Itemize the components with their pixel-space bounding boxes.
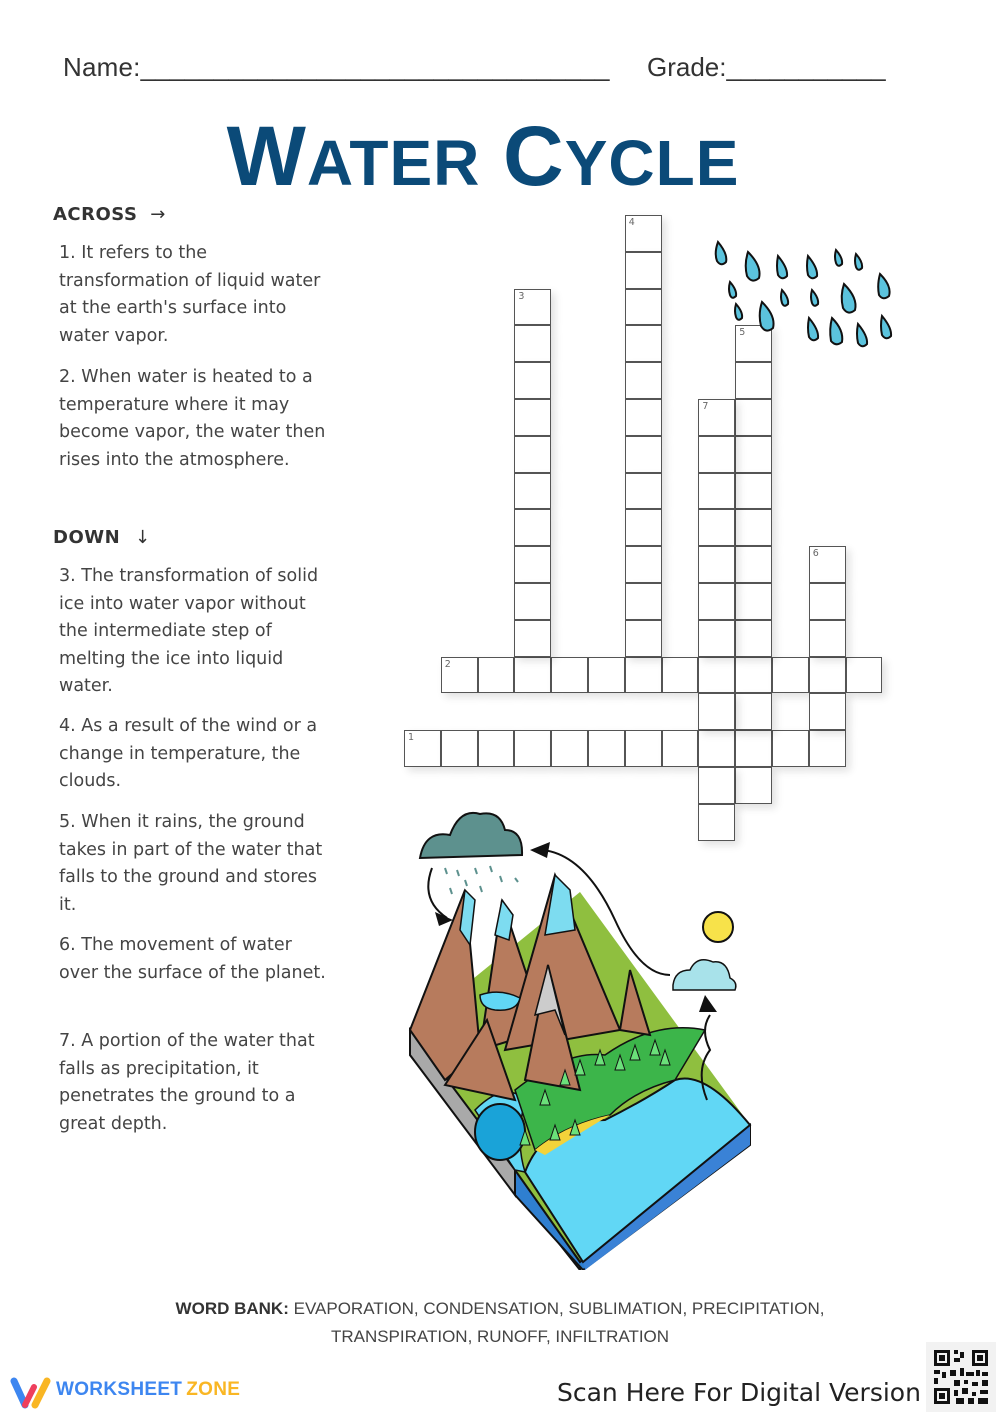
crossword-cell[interactable] [625, 583, 662, 620]
crossword-cell[interactable] [735, 509, 772, 546]
crossword-cell[interactable] [625, 436, 662, 473]
qr-code-icon[interactable] [926, 1342, 996, 1412]
crossword-cell[interactable] [514, 399, 551, 436]
crossword-cell[interactable] [625, 252, 662, 289]
crossword-cell[interactable] [735, 730, 772, 767]
clue-across-1: 1. It refers to the transformation of liquid water at the earth's surface into water vapor. [59, 243, 321, 346]
crossword-cell[interactable] [698, 546, 735, 583]
crossword-cell[interactable] [551, 730, 588, 767]
grade-field[interactable]: Grade:___________ [647, 52, 886, 82]
crossword-cell[interactable] [514, 620, 551, 657]
crossword-cell[interactable] [698, 509, 735, 546]
clue-number: 7 [702, 401, 709, 412]
clue-down-4: 4. As a result of the wind or a change in temperature, the clouds. [59, 716, 318, 792]
crossword-cell[interactable] [588, 730, 625, 767]
crossword-cell[interactable] [809, 620, 846, 657]
crossword-cell[interactable] [625, 399, 662, 436]
crossword-cell[interactable] [698, 693, 735, 730]
clue-number: 3 [518, 290, 525, 302]
crossword-cell[interactable] [735, 693, 772, 730]
logo-text-zone: ZONE [186, 1379, 241, 1400]
crossword-cell[interactable] [698, 473, 735, 510]
crossword-cell[interactable] [478, 730, 515, 767]
word-bank [0, 1295, 1000, 1351]
clue-number: 6 [812, 548, 819, 560]
crossword-cell[interactable] [698, 399, 735, 436]
title-word-2: CYCLE [503, 109, 740, 203]
crossword-cell[interactable] [772, 730, 809, 767]
crossword-cell[interactable] [404, 730, 441, 767]
crossword-cell[interactable] [514, 436, 551, 473]
clue-down-3: 3. The transformation of solid ice into water vapor without the intermediate step of melting the ice into liquid water. [59, 566, 319, 697]
crossword-cell[interactable] [735, 546, 772, 583]
clue-number: 4 [628, 217, 635, 228]
crossword-cell[interactable] [698, 583, 735, 620]
crossword-cell[interactable] [625, 325, 662, 362]
crossword-cell[interactable] [625, 509, 662, 546]
water-cycle-illustration [405, 800, 755, 1270]
crossword-cell[interactable] [735, 620, 772, 657]
name-field[interactable]: Name:________________________________ [63, 52, 610, 82]
crossword-cell[interactable] [698, 436, 735, 473]
crossword-cell[interactable] [514, 657, 551, 694]
crossword-cell[interactable] [809, 546, 846, 583]
crossword-cell[interactable] [735, 399, 772, 436]
crossword-cell[interactable] [441, 730, 478, 767]
crossword-cell[interactable] [625, 473, 662, 510]
crossword-cell[interactable] [514, 509, 551, 546]
crossword-cell[interactable] [809, 730, 846, 767]
across-heading-label: ACROSS [53, 204, 138, 225]
logo-text-worksheet: WORKSHEET [56, 1379, 183, 1400]
crossword-cell[interactable] [441, 657, 478, 694]
word-bank-line-2: TRANSPIRATION, RUNOFF, INFILTRATION [330, 1327, 670, 1346]
crossword-cell[interactable] [809, 693, 846, 730]
arrow-down-icon: ↓ [134, 527, 151, 548]
down-heading [53, 527, 151, 548]
word-bank-line-1: EVAPORATION, CONDENSATION, SUBLIMATION, PRECIPITATION, [293, 1299, 825, 1318]
crossword-cell[interactable] [625, 546, 662, 583]
scan-caption: Scan Here For Digital Version [557, 1378, 921, 1407]
crossword-cell[interactable] [514, 473, 551, 510]
title-word-1: WATER [226, 109, 481, 203]
clue-number: 5 [739, 327, 746, 339]
crossword-cell[interactable] [625, 730, 662, 767]
clue-number: 1 [408, 732, 415, 744]
worksheetzone-logo-icon [9, 1375, 53, 1411]
crossword-cell[interactable] [809, 657, 846, 694]
crossword-cell[interactable] [514, 583, 551, 620]
clue-across-2: 2. When water is heated to a temperature where it may become vapor, the water then rises into the atmosphere. [59, 367, 326, 470]
crossword-cell[interactable] [514, 546, 551, 583]
clue-down-7: 7. A portion of the water that falls as precipitation, it penetrates the ground to a great depth. [59, 1031, 315, 1134]
crossword-cell[interactable] [625, 215, 662, 252]
crossword-cell[interactable] [735, 767, 772, 804]
crossword-cell[interactable] [698, 657, 735, 694]
crossword-cell[interactable] [735, 473, 772, 510]
crossword-cell[interactable] [514, 325, 551, 362]
crossword-cell[interactable] [698, 767, 735, 804]
crossword-cell[interactable] [809, 583, 846, 620]
crossword-cell[interactable] [772, 657, 809, 694]
raindrops-icon [712, 238, 902, 353]
arrow-right-icon: → [150, 204, 166, 225]
crossword-cell[interactable] [514, 730, 551, 767]
crossword-cell[interactable] [588, 657, 625, 694]
worksheetzone-logo-text[interactable] [56, 1379, 240, 1401]
down-heading-label: DOWN [53, 527, 121, 548]
crossword-cell[interactable] [514, 362, 551, 399]
clue-down-6: 6. The movement of water over the surface of the planet. [59, 935, 326, 983]
crossword-cell[interactable] [514, 289, 551, 326]
crossword-cell[interactable] [662, 730, 699, 767]
crossword-cell[interactable] [625, 657, 662, 694]
crossword-cell[interactable] [478, 657, 515, 694]
crossword-cell[interactable] [735, 436, 772, 473]
across-heading [53, 204, 166, 225]
crossword-cell[interactable] [735, 657, 772, 694]
word-bank-label: WORD BANK: [175, 1299, 289, 1318]
crossword-cell[interactable] [698, 730, 735, 767]
clue-down-5: 5. When it rains, the ground takes in part of the water that falls to the ground and stores it. [59, 812, 323, 915]
crossword-cell[interactable] [551, 657, 588, 694]
crossword-cell[interactable] [625, 362, 662, 399]
crossword-cell[interactable] [846, 657, 883, 694]
crossword-cell[interactable] [662, 657, 699, 694]
crossword-cell[interactable] [735, 583, 772, 620]
crossword-cell[interactable] [625, 620, 662, 657]
crossword-cell[interactable] [698, 620, 735, 657]
clue-number: 2 [444, 658, 451, 670]
page-title [0, 108, 966, 205]
crossword-cell[interactable] [735, 362, 772, 399]
crossword-cell[interactable] [625, 289, 662, 326]
